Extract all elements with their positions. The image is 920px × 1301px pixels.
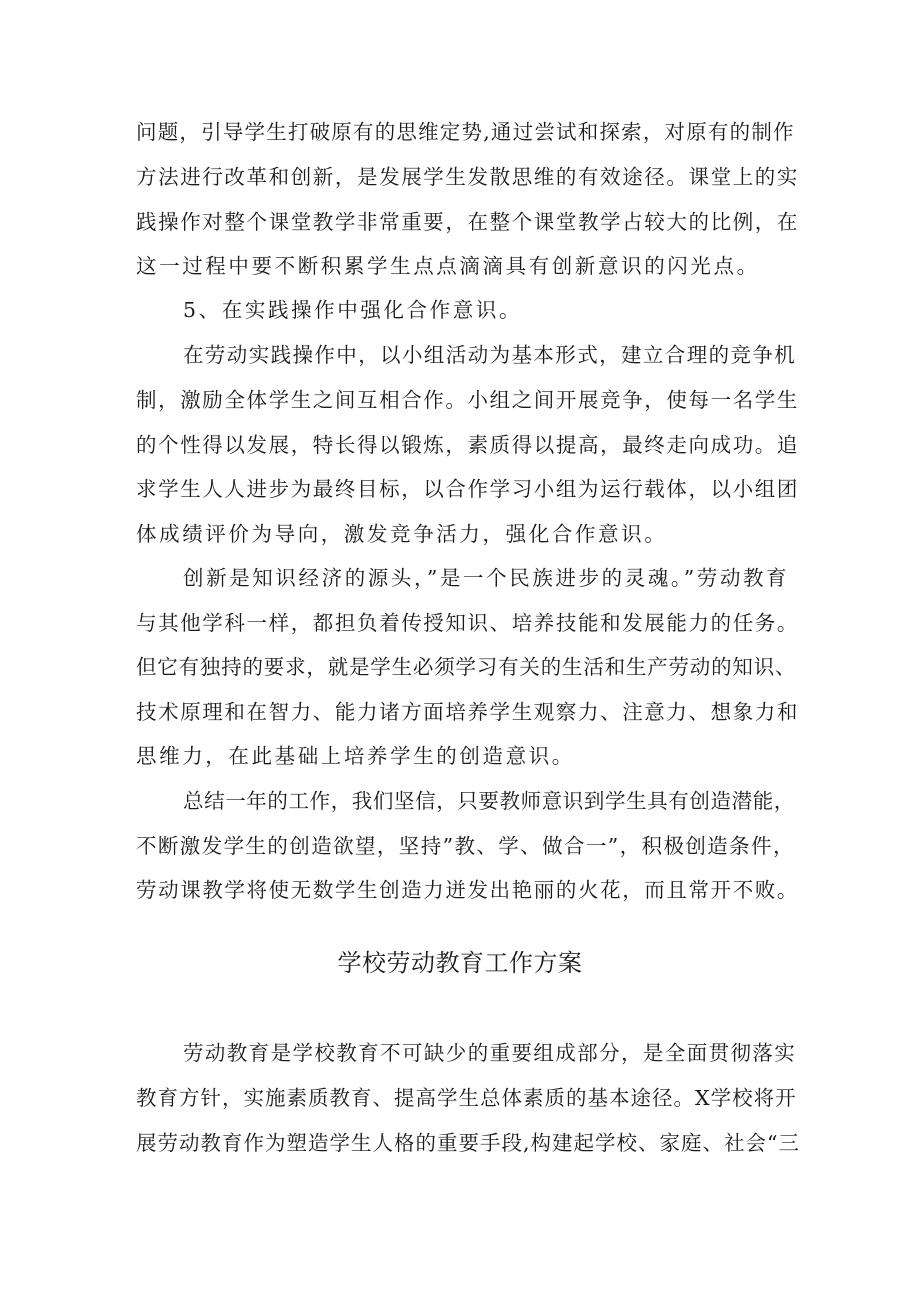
- paragraph-line: 体成绩评价为导向，激发竞争活力，强化合作意识。: [136, 522, 668, 546]
- paragraph-line: 总结一年的工作，我们坚信，只要教师意识到学生具有创造潜能，: [183, 789, 795, 813]
- paragraph-line: 劳动课教学将使无数学生创造力迸发出艳丽的火花，而且常开不败。: [136, 878, 799, 902]
- paragraph-line: 问题，引导学生打破原有的思维定势,通过尝试和探索，对原有的制作: [136, 120, 795, 144]
- section-heading: 5、在实践操作中强化合作意识。: [183, 298, 523, 322]
- paragraph-line: 这一过程中要不断积累学生点点滴滴具有创新意识的闪光点。: [136, 254, 760, 278]
- paragraph-line: 在劳动实践操作中，以小组活动为基本形式，建立合理的竞争机: [183, 343, 797, 367]
- paragraph-line: 求学生人人进步为最终目标，以合作学习小组为运行载体，以小组团: [136, 477, 799, 501]
- paragraph-line: 不断激发学生的创造欲望，坚持”教、学、做合一”，积极创造条件，: [136, 834, 795, 858]
- paragraph-line: 与其他学科一样，都担负着传授知识、培养技能和发展能力的任务。: [136, 611, 799, 635]
- paragraph-line: 劳动教育是学校教育不可缺少的重要组成部分，是全面贯彻落实: [183, 1041, 797, 1065]
- paragraph-line: 教育方针，实施素质教育、提高学生总体素质的基本途径。X学校将开: [136, 1086, 797, 1110]
- paragraph-line: 方法进行改革和创新，是发展学生发散思维的有效途径。课堂上的实: [136, 165, 799, 189]
- paragraph-line: 技术原理和在智力、能力诸方面培养学生观察力、注意力、想象力和: [136, 700, 799, 724]
- paragraph-line: 的个性得以发展，特长得以锻炼，素质得以提高，最终走向成功。追: [136, 433, 799, 457]
- paragraph-line: 创新是知识经济的源头，”是一个民族进步的灵魂。”劳动教育: [183, 566, 790, 590]
- paragraph-line: 展劳动教育作为塑造学生人格的重要手段,构建起学校、家庭、社会“三: [136, 1131, 800, 1155]
- paragraph-line: 践操作对整个课堂教学非常重要，在整个课堂教学占较大的比例，在: [136, 210, 799, 234]
- paragraph-line: 但它有独持的要求，就是学生必须学习有关的生活和生产劳动的知识、: [136, 655, 797, 679]
- paragraph-line: 制，激励全体学生之间互相合作。小组之间开展竞争，使每一名学生: [136, 388, 799, 412]
- paragraph-line: 思维力，在此基础上培养学生的创造意识。: [136, 744, 575, 768]
- document-title: 学校劳动教育工作方案: [337, 949, 583, 977]
